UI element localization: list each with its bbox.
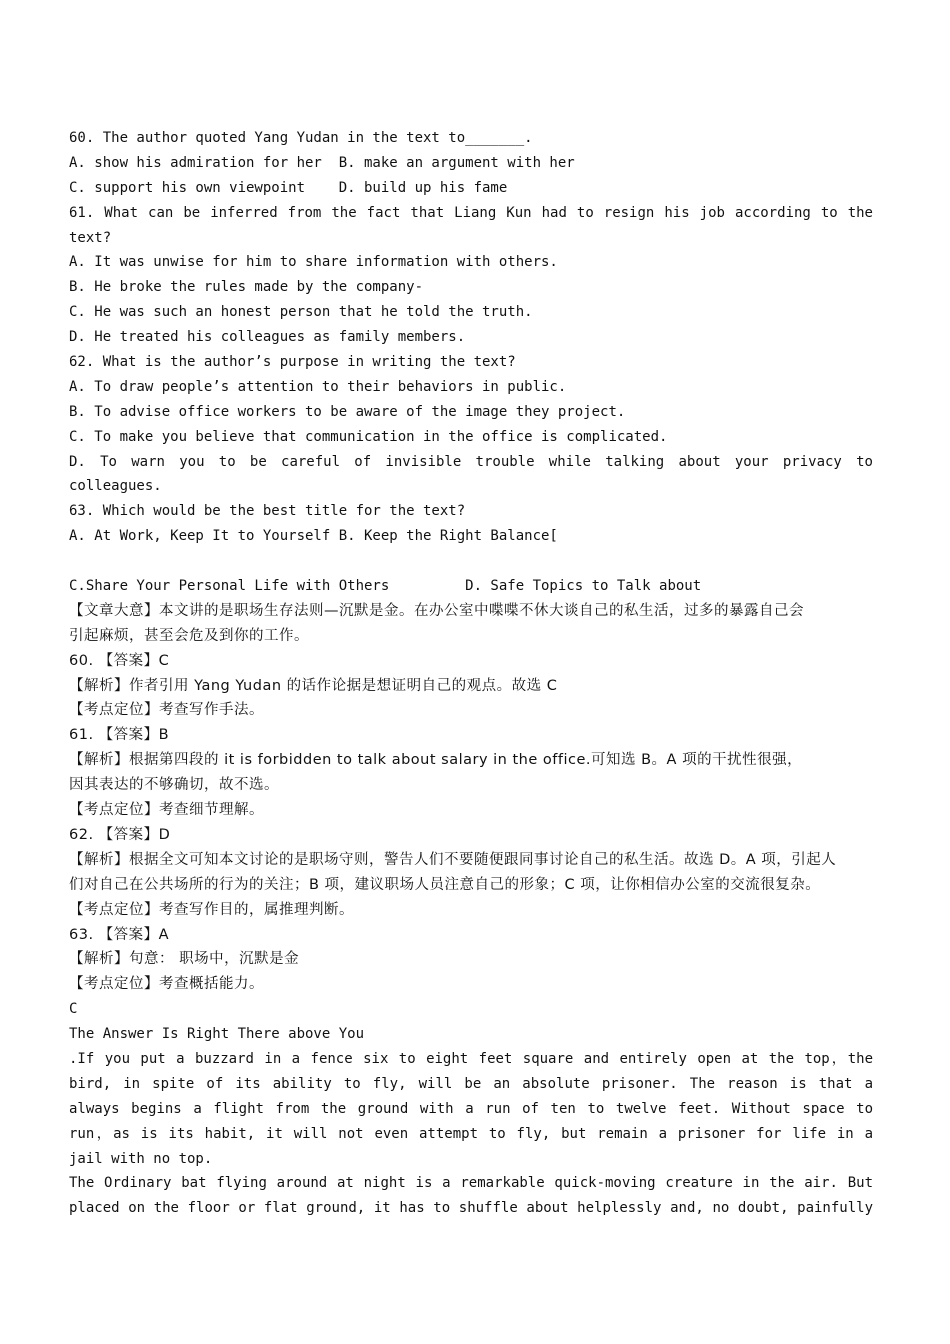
q62-option-d-line1: D. To warn you to be careful of invisible trouble while talking about your privacy to <box>69 453 873 470</box>
explain-60: 【解析】作者引用 Yang Yudan 的话作论据是想证明自己的观点。故选 C <box>69 677 558 694</box>
passage-p1-line5: jail with no top. <box>69 1150 213 1167</box>
explain-61-line1: 【解析】根据第四段的 it is forbidden to talk about salary in the office.可知选 B。A 项的干扰性很强， <box>69 752 803 769</box>
explain-62-line2: 们对自己在公共场所的行为的关注；B 项，建议职场人员注意自己的形象；C 项，让你相信办公室的交流很复杂。 <box>69 876 821 893</box>
answer-60: 60. 【答案】C <box>69 652 170 669</box>
q62-option-a: A. To draw people’s attention to their behaviors in public. <box>69 378 567 395</box>
passage-p1-line2: bird, in spite of its ability to fly, will be an absolute prisoner. The reason is that a <box>69 1075 873 1092</box>
passage-p1-line3: always begins a flight from the ground with a run of ten to twelve feet. Without space to <box>69 1100 873 1117</box>
point-63: 【考点定位】考查概括能力。 <box>69 976 264 993</box>
q60-stem: 60. The author quoted Yang Yudan in the text to_______. <box>69 130 533 146</box>
passage-p2-line2: placed on the floor or flat ground, it has to shuffle about helplessly and, no doubt, painfully <box>69 1200 873 1217</box>
q63-stem: 63. Which would be the best title for the text? <box>69 503 466 520</box>
q62-option-c: C. To make you believe that communication in the office is complicated. <box>69 428 668 445</box>
q61-option-c: C. He was such an honest person that he told the truth. <box>69 304 533 321</box>
document-page <box>69 126 873 1221</box>
q63-options-cd: C.Share Your Personal Life with Others D. Safe Topics to Talk about <box>69 578 702 595</box>
passage-label: C <box>69 1001 78 1018</box>
answer-61: 61. 【答案】B <box>69 727 170 744</box>
passage-p1-line1: .If you put a buzzard in a fence six to eight feet square and entirely open at the top，the <box>69 1050 873 1067</box>
q60-options-cd: C. support his own viewpoint D. build up his fame <box>69 179 508 196</box>
summary-line2: 引起麻烦，甚至会危及到你的工作。 <box>69 627 309 644</box>
answer-62: 62. 【答案】D <box>69 826 171 843</box>
q61-stem-line2: text? <box>69 229 112 246</box>
q62-stem: 62. What is the author’s purpose in writing the text? <box>69 354 516 371</box>
summary-line1: 【文章大意】本文讲的是职场生存法则—沉默是金。在办公室中喋喋不休大谈自己的私生活，过多的暴露自己会 <box>69 602 804 619</box>
explain-63: 【解析】句意： 职场中，沉默是金 <box>69 951 300 968</box>
explain-61-line2: 因其表达的不够确切，故不选。 <box>69 777 279 794</box>
q63-options-ab: A. At Work, Keep It to Yourself B. Keep the Right Balance[ <box>69 528 558 545</box>
q61-option-b: B. He broke the rules made by the company- <box>69 279 424 296</box>
passage-p2-line1: The Ordinary bat flying around at night is a remarkable quick-moving creature in the air. But <box>69 1175 873 1192</box>
answer-63: 63. 【答案】A <box>69 926 170 943</box>
q62-option-b: B. To advise office workers to be aware of the image they project. <box>69 403 626 420</box>
blank-line <box>69 549 873 574</box>
passage-title: The Answer Is Right There above You <box>69 1026 365 1043</box>
q61-option-d: D. He treated his colleagues as family members. <box>69 329 466 346</box>
explain-62-line1: 【解析】根据全文可知本文讨论的是职场守则，警告人们不要随便跟同事讨论自己的私生活。故选 D。A 项，引起人 <box>69 851 837 868</box>
q61-option-a: A. It was unwise for him to share information with others. <box>69 254 558 271</box>
point-62: 【考点定位】考查写作目的，属推理判断。 <box>69 901 354 918</box>
q60-options-ab: A. show his admiration for her B. make an argument with her <box>69 154 575 171</box>
point-61: 【考点定位】考查细节理解。 <box>69 802 264 819</box>
point-60: 【考点定位】考查写作手法。 <box>69 702 264 719</box>
q62-option-d-line2: colleagues. <box>69 478 162 495</box>
passage-p1-line4: run，as is its habit, it will not even attempt to fly, but remain a prisoner for life in a <box>69 1125 873 1142</box>
q61-stem-line1: 61. What can be inferred from the fact that Liang Kun had to resign his job according to the <box>69 204 873 221</box>
